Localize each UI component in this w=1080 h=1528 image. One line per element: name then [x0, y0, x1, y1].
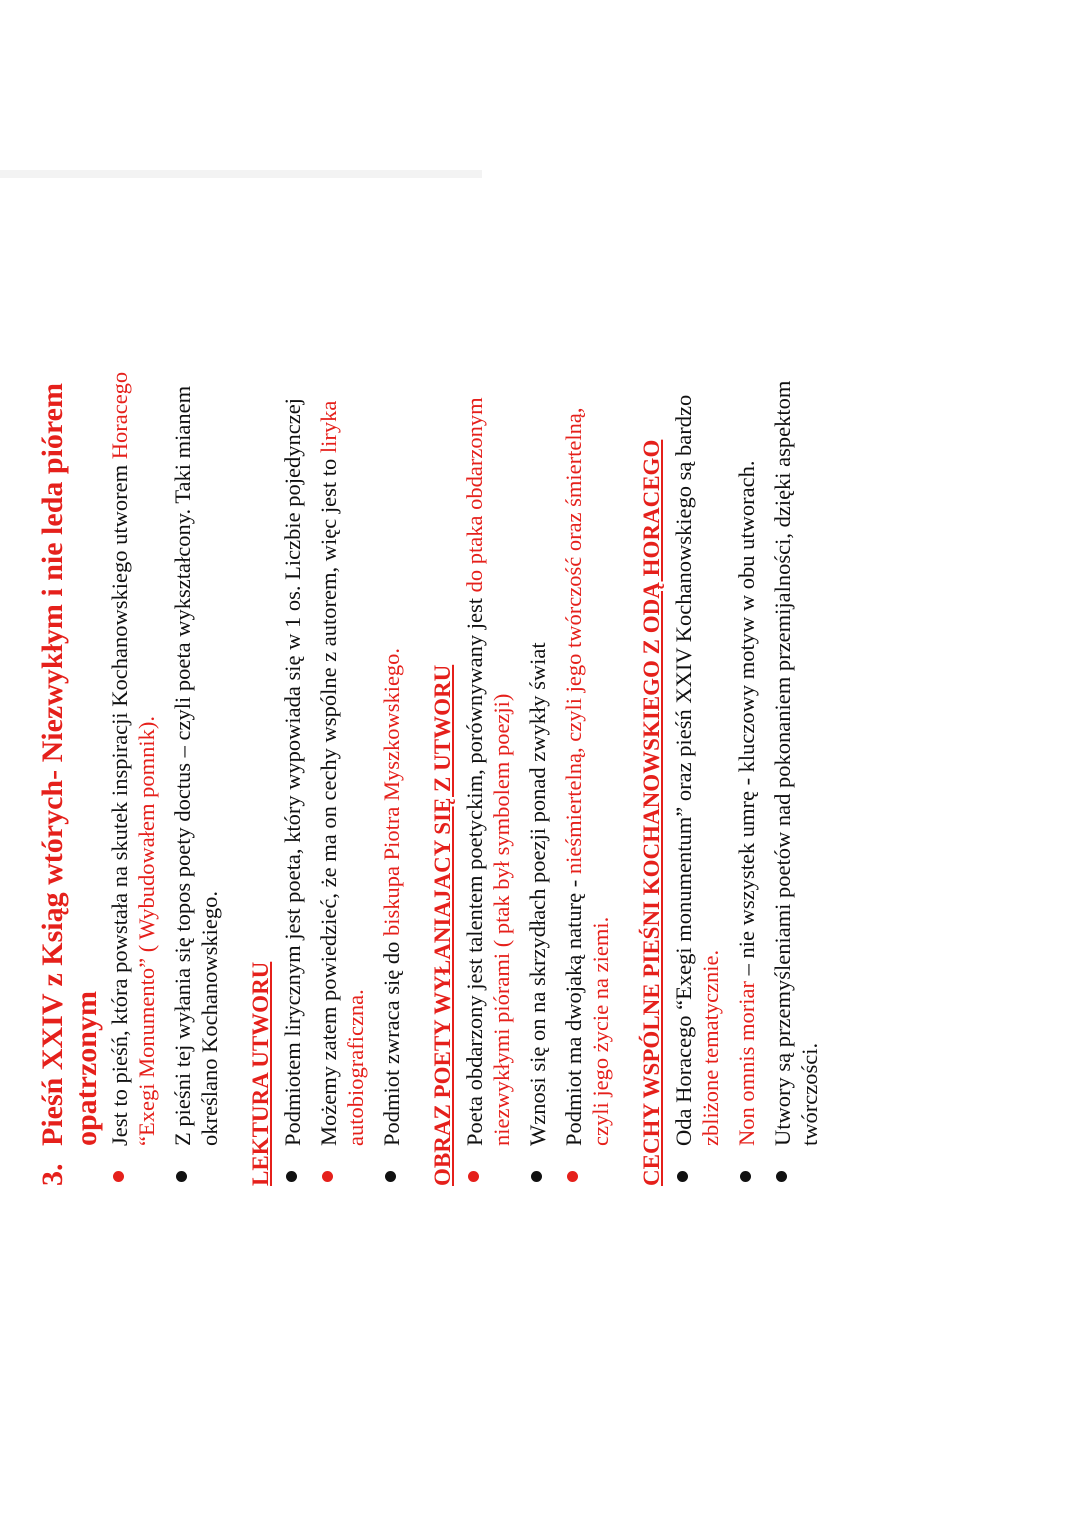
- section-title: [36, 328, 104, 1186]
- red-bullet-icon: [113, 1171, 124, 1182]
- red-bullet-icon: [322, 1171, 333, 1182]
- red-bullet-icon: [468, 1171, 479, 1182]
- list-item: [524, 366, 551, 1186]
- list-item: [670, 366, 724, 1186]
- section-title-text: Pieśń XXIV z Ksiąg wtórych- Niezwykłym i nie leda piórem opatrzonym: [36, 383, 103, 1146]
- top-strip: [0, 170, 482, 178]
- rotated-document: [0, 328, 1080, 1528]
- list-item: [378, 366, 405, 1186]
- red-bullet-icon: [567, 1171, 578, 1182]
- item-highlight: zbliżone tematycznie.: [698, 949, 723, 1146]
- black-bullet-icon: [385, 1171, 396, 1182]
- item-text: Możemy zatem powiedzieć, że ma on cechy wspólne z autorem, więc jest to: [316, 453, 341, 1146]
- section-number: 3.: [36, 1163, 69, 1186]
- item-text: Wznosi się on na skrzydłach poezji ponad zwykły świat: [525, 642, 550, 1146]
- heading-cechy: CECHY WSPÓLNE PIEŚNI KOCHANOWSKIEGO Z ODĄ HORACEGO: [639, 439, 664, 1186]
- list-item: [560, 366, 614, 1186]
- item-highlight: biskupa Piotra Myszkowskiego.: [379, 647, 404, 937]
- item-highlight: Non omnis moriar: [734, 975, 759, 1146]
- item-highlight: nieśmiertelną, czyli jego twórczość oraz śmiertelną, czyli jego życie na ziemi.: [561, 407, 613, 1146]
- list-item: [106, 366, 160, 1186]
- item-text: Oda Horacego “Exegi monumentum” oraz pieśń XXIV Kochanowskiego są bardzo: [671, 394, 696, 1146]
- item-text: Utwory są przemyśleniami poetów nad pokonaniem przemijalności, dzięki aspektom twórczości.: [770, 380, 822, 1146]
- black-bullet-icon: [677, 1171, 688, 1182]
- item-text: Z pieśni tej wyłania się topos poety doctus – czyli poeta wykształcony. Taki mianem określano Kochanowskiego.: [170, 385, 222, 1146]
- list-item: [461, 366, 515, 1186]
- intro-list: [106, 366, 223, 1186]
- lektura-list: [279, 366, 405, 1186]
- item-text: – nie wszystek umrę - kluczowy motyw w obu utworach.: [734, 460, 759, 976]
- black-bullet-icon: [531, 1171, 542, 1182]
- cechy-list: [670, 366, 823, 1186]
- item-highlight: do ptaka obdarzonym niezwykłymi piórami ( ptak był symbolem poezji): [462, 397, 514, 1146]
- list-item: [733, 366, 760, 1186]
- black-bullet-icon: [286, 1171, 297, 1182]
- list-item: [769, 366, 823, 1186]
- heading-lektura: LEKTURA UTWORU: [248, 961, 273, 1186]
- obraz-list: [461, 366, 614, 1186]
- list-item: [315, 366, 369, 1186]
- item-text: Poeta obdarzony jest talentem poetyckim, porównywany jest: [462, 592, 487, 1146]
- item-text: Podmiot zwraca się do: [379, 936, 404, 1146]
- item-highlight: Horacego “Exegi Monumento” ( Wybudowałem pomnik).: [107, 371, 159, 1146]
- black-bullet-icon: [176, 1171, 187, 1182]
- list-item: [279, 366, 306, 1186]
- heading-obraz: OBRAZ POETY WYŁANIAJACY SIĘ Z UTWORU: [430, 664, 455, 1186]
- item-text: Podmiot ma dwojaką naturę -: [561, 874, 586, 1146]
- item-text: Jest to pieśń, która powstała na skutek inspiracji Kochanowskiego utworem: [107, 459, 132, 1146]
- list-item: [169, 366, 223, 1186]
- black-bullet-icon: [740, 1171, 751, 1182]
- item-text: Podmiotem lirycznym jest poeta, który wypowiada się w 1 os. Liczbie pojedynczej: [280, 398, 305, 1146]
- item-highlight: liryka autobiograficzna.: [316, 400, 368, 1146]
- black-bullet-icon: [776, 1171, 787, 1182]
